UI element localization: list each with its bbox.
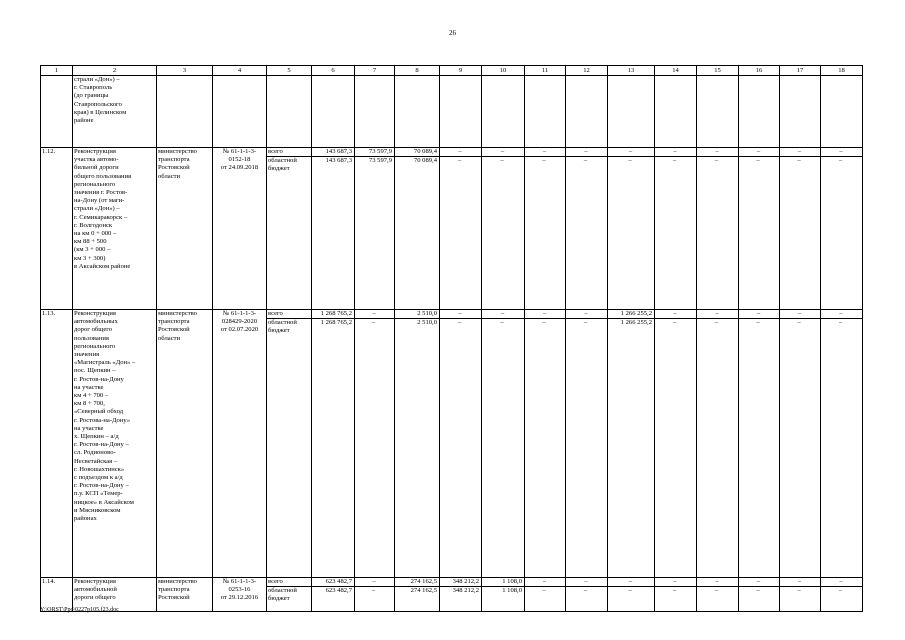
column-number-8: 8 [395,66,440,76]
amount-cell [355,148,395,310]
amount-total: – [372,310,376,317]
amount-total: – [673,578,677,585]
amount-cell [312,578,355,612]
amount-total: – [458,148,462,155]
funding-source-cell [267,578,312,612]
column-number-11: 11 [525,66,566,76]
amount-cell [739,578,780,612]
amount-total: – [542,578,547,585]
column-number-17: 17 [780,66,821,76]
amount-total: – [797,310,802,317]
document-number-cell: № 61-1-1-3- 028429-2020 от 02.07.2020 [213,310,267,578]
program-row [41,578,863,612]
executor-cell: министерство транспорта Ростовской области [157,310,213,578]
column-number-6: 6 [312,66,355,76]
document-number-cell: № 61-1-1-3- 0152-18 от 24.09.2018 [213,148,267,310]
amount-regional: – [821,318,863,327]
column-number-10: 10 [482,66,525,76]
amount-total: 1 268 765,2 [320,310,352,317]
amount-cell [312,148,355,310]
funding-source-cell [267,310,312,578]
amount-total: – [797,148,802,155]
amount-total: – [584,310,588,317]
amount-total: – [756,578,761,585]
amount-total: – [715,310,719,317]
amount-regional: 73 597,9 [355,156,395,165]
column-number-2: 2 [73,66,157,76]
object-name-cell: Реконструкция участка автомо- бильной дороги общего пользования регионального значения г. Ростов- на-Дону (от маги- страли «Дон») – г. Семикаракорск – г. Волгодонск на км 0 + 000 – км 88 + 500 (км 3 + 000 – км 3 + 300) в Аксайском районе [73,148,157,310]
page-number: 26 [449,29,456,37]
amount-cell [780,310,821,578]
amount-cell [739,148,780,310]
column-number-9: 9 [440,66,482,76]
object-name-cell: страли «Дон») – г. Ставрополь (до границы Ставропольского края) в Целинском районе [73,76,157,148]
amount-regional: 623 482,7 [312,586,355,595]
amount-cell [395,148,440,310]
amount-regional: – [780,586,821,595]
object-name-cell: Реконструкция автомобильной дороги общего [73,578,157,612]
amount-cell [821,310,863,578]
amount-cell [440,578,482,612]
document-number-cell: № 61-1-1-3- 0253-16 от 29.12.2016 [213,578,267,612]
source-regional-label: областной бюджет [267,156,311,173]
amount-cell [355,578,395,612]
amount-regional: – [821,156,863,165]
amount-cell [482,148,525,310]
amount-total: – [839,310,843,317]
amount-regional: – [566,586,608,595]
amount-cell [780,148,821,310]
amount-cell [697,578,739,612]
amount-cell [395,578,440,612]
column-number-15: 15 [697,66,739,76]
amount-regional: 70 089,4 [395,156,440,165]
amount-cell [395,310,440,578]
amount-cell [440,148,482,310]
amount-cell [821,578,863,612]
program-row [41,310,863,578]
amount-total: – [542,148,547,155]
amount-total: – [673,310,677,317]
amount-total: – [839,578,843,585]
amount-cell [697,310,739,578]
source-total-label: всего [268,148,283,155]
amount-cell [739,310,780,578]
amount-regional: 348 212,2 [440,586,482,595]
amount-total: – [715,578,719,585]
amount-regional: – [525,318,566,327]
amount-cell [608,310,655,578]
row-number-cell: 1.12. [41,148,73,310]
amount-regional: – [525,586,566,595]
amount-cell [312,310,355,578]
column-number-5: 5 [267,66,312,76]
program-row [41,148,863,310]
amount-total: – [673,148,677,155]
amount-cell [655,148,697,310]
row-number-cell: 1.13. [41,310,73,578]
amount-regional: – [821,586,863,595]
source-total-label: всего [268,578,283,585]
amount-total: – [500,148,505,155]
column-number-4: 4 [213,66,267,76]
amount-cell [566,310,608,578]
amount-regional: 274 162,5 [395,586,440,595]
amount-regional: – [525,156,566,165]
amount-regional: – [440,318,482,327]
amount-total: – [584,148,588,155]
source-total-label: всего [268,310,283,317]
amount-total: 274 162,5 [410,578,437,585]
amount-cell [655,310,697,578]
program-table [40,65,863,612]
source-regional-label: областной бюджет [267,586,311,603]
amount-total: 623 482,7 [325,578,352,585]
amount-total: – [628,148,633,155]
row-number-cell: 1.14. [41,578,73,612]
amount-regional: – [697,318,739,327]
amount-regional: – [780,318,821,327]
amount-cell [821,148,863,310]
column-number-13: 13 [608,66,655,76]
amount-regional: – [482,318,525,327]
amount-total: 1 108,0 [502,578,522,585]
amount-regional: – [608,586,655,595]
amount-total: – [839,148,843,155]
amount-regional: – [780,156,821,165]
amount-regional: – [355,586,395,595]
amount-regional: – [655,586,697,595]
amount-total: – [372,578,376,585]
amount-regional: – [440,156,482,165]
amount-regional: – [566,156,608,165]
amount-total: – [756,310,761,317]
amount-cell [566,578,608,612]
amount-cell [355,310,395,578]
amount-total: – [584,578,588,585]
funding-source-cell [267,148,312,310]
amount-total: – [500,310,505,317]
amount-cell [608,578,655,612]
executor-cell: министерство транспорта Ростовской [157,578,213,612]
continuation-row [41,76,863,148]
column-number-7: 7 [355,66,395,76]
object-name-cell: Реконструкция автомобильных дорог общего пользования регионального значения «Магистраль «Дон» – пос. Щепкин – г. Ростов-на-Дону на участке км 4 + 700 – км 8 + 700, «Северный обход г. Ростова-на-Дону» на участке х. Щепкин – а/д г. Ростов-на-Дону – сл. Родионово- Несветайская – г. Новошахтинск» с подъездом к а/д г. Ростов-на-Дону – п.у. КСП «Темер- ницкое» в Аксайском и Мясниковском районах [73,310,157,578]
amount-regional: – [739,156,780,165]
amount-cell [780,578,821,612]
amount-regional: 1 108,0 [482,586,525,595]
amount-total: 143 687,3 [325,148,352,155]
amount-total: 1 266 255,2 [620,310,652,317]
amount-cell [608,148,655,310]
amount-regional: – [566,318,608,327]
amount-cell [566,148,608,310]
amount-cell [697,148,739,310]
amount-cell [440,310,482,578]
amount-total: – [797,578,802,585]
amount-total: – [715,148,719,155]
amount-regional: – [655,318,697,327]
column-number-1: 1 [41,66,73,76]
column-number-16: 16 [739,66,780,76]
column-number-12: 12 [566,66,608,76]
source-regional-label: областной бюджет [267,318,311,335]
amount-total: – [628,578,633,585]
amount-regional: 1 268 765,2 [312,318,355,327]
amount-regional: – [355,318,395,327]
amount-regional: – [697,156,739,165]
amount-total: 73 597,9 [368,148,392,155]
amount-cell [482,310,525,578]
amount-total: 2 510,0 [417,310,437,317]
amount-cell [655,578,697,612]
amount-cell [525,578,566,612]
column-number-row [41,66,863,76]
amount-total: 348 212,2 [452,578,479,585]
amount-regional: 143 687,3 [312,156,355,165]
amount-regional: – [482,156,525,165]
file-path-footer: Y:\ORST\Ppo\0227p105.f23.doc [40,607,119,613]
amount-total: 70 089,4 [413,148,437,155]
amount-regional: – [608,156,655,165]
amount-total: – [458,310,462,317]
column-number-14: 14 [655,66,697,76]
amount-cell [482,578,525,612]
executor-cell: министерство транспорта Ростовской области [157,148,213,310]
amount-regional: – [739,586,780,595]
amount-regional: – [739,318,780,327]
amount-regional: – [697,586,739,595]
amount-regional: – [655,156,697,165]
amount-cell [525,148,566,310]
amount-cell [525,310,566,578]
amount-regional: 2 510,0 [395,318,440,327]
column-number-18: 18 [821,66,863,76]
amount-regional: 1 266 255,2 [608,318,655,327]
amount-total: – [756,148,761,155]
column-number-3: 3 [157,66,213,76]
amount-total: – [542,310,547,317]
